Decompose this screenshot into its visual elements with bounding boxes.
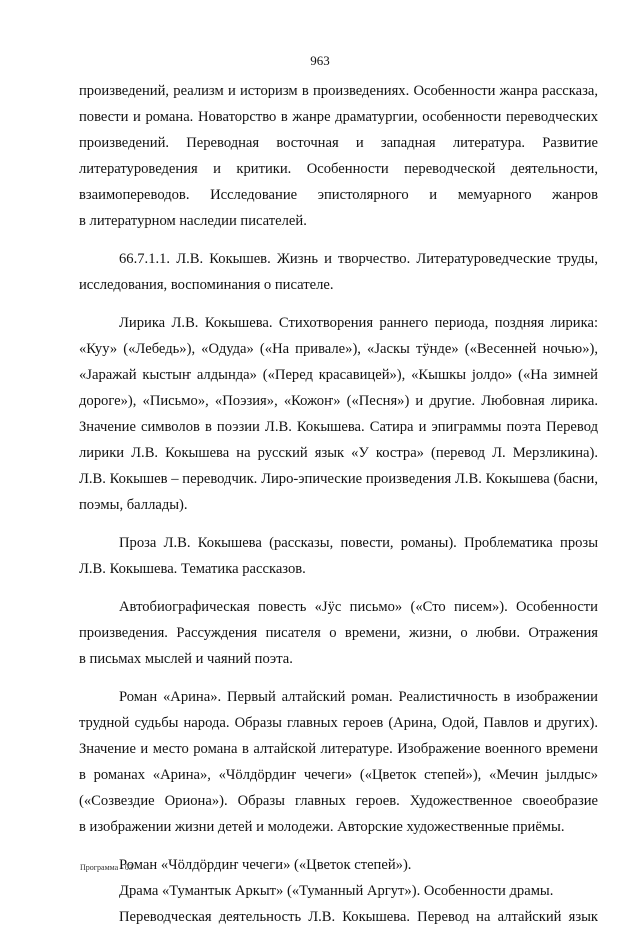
paragraph bbox=[79, 596, 598, 674]
text-line: «Јаражай кыстыҥ алдында» («Перед красавицей»), «Кышкы јолдо» («На зимней bbox=[79, 367, 598, 383]
text-line: 66.7.1.1. Л.В. Кокышев. Жизнь и творчество. Литературоведческие труды, bbox=[119, 251, 598, 267]
text-line: Лирика Л.В. Кокышева. Стихотворения раннего периода, поздняя лирика: bbox=[119, 315, 598, 331]
paragraph bbox=[79, 248, 598, 300]
text-line: Драма «Тумантык Аркыт» («Туманный Аргут»). Особенности драмы. bbox=[119, 883, 554, 899]
text-line: Автобиографическая повесть «Јӱс письмо» («Сто писем»). Особенности bbox=[119, 599, 598, 615]
text-line: Л.В. Кокышева. Тематика рассказов. bbox=[79, 561, 306, 577]
text-line: поэмы, баллады). bbox=[79, 497, 188, 513]
footer-text: Программа - 03 bbox=[80, 863, 133, 872]
paragraph bbox=[79, 854, 598, 880]
text-line: повести и романа. Новаторство в жанре драматургии, особенности переводческих bbox=[79, 109, 598, 125]
text-line: исследования, воспоминания о писателе. bbox=[79, 277, 334, 293]
text-line: Значение символов в поэзии Л.В. Кокышева. Сатира и эпиграммы поэта Перевод bbox=[79, 419, 598, 435]
text-line: Переводческая деятельность Л.В. Кокышева. Перевод на алтайский язык bbox=[119, 909, 598, 925]
text-line: Роман «Арина». Первый алтайский роман. Реалистичность в изображении bbox=[119, 689, 598, 705]
text-line: Проза Л.В. Кокышева (рассказы, повести, романы). Проблематика прозы bbox=[119, 535, 598, 551]
text-line: Л.В. Кокышев – переводчик. Лиро-эпические произведения Л.В. Кокышева (басни, bbox=[79, 471, 598, 487]
paragraph bbox=[79, 312, 598, 520]
text-line: («Созвездие Ориона»). Образы главных героев. Художественное своеобразие bbox=[79, 793, 598, 809]
text-line: произведений. Переводная восточная и западная литература. Развитие bbox=[79, 135, 598, 151]
text-line: в романах «Арина», «Чӧлдӧрдиҥ чечеги» («Цветок степей»), «Мечин јылдыс» bbox=[79, 767, 598, 783]
paragraph bbox=[79, 880, 598, 906]
text-line: произведений, реализм и историзм в произведениях. Особенности жанра рассказа, bbox=[79, 83, 598, 99]
page-number: 963 bbox=[310, 53, 330, 68]
text-line: произведения. Рассуждения писателя о времени, жизни, о любви. Отражения bbox=[79, 625, 598, 641]
text-line: взаимопереводов. Исследование эпистолярного и мемуарного жанров bbox=[79, 187, 598, 203]
paragraph bbox=[79, 906, 598, 932]
text-line: литературоведения и критики. Особенности переводческой деятельности, bbox=[79, 161, 598, 177]
text-line: Роман «Чӧлдӧрдиҥ чечеги» («Цветок степей»). bbox=[119, 857, 412, 873]
document-body bbox=[79, 80, 598, 932]
text-line: трудной судьбы народа. Образы главных героев (Арина, Одой, Павлов и других). bbox=[79, 715, 598, 731]
text-line: в письмах мыслей и чаяний поэта. bbox=[79, 651, 293, 667]
text-line: «Куу» («Лебедь»), «Одуда» («На привале»), «Јаскы тӱнде» («Весенней ночью»), bbox=[79, 341, 598, 357]
text-line: Значение и место романа в алтайской литературе. Изображение военного времени bbox=[79, 741, 598, 757]
paragraph bbox=[79, 80, 598, 236]
text-line: лирики Л.В. Кокышева на русский язык «У костра» (перевод Л. Мерзликина). bbox=[79, 445, 598, 461]
paragraph bbox=[79, 532, 598, 584]
paragraph bbox=[79, 686, 598, 842]
text-line: в изображении жизни детей и молодежи. Авторские художественные приёмы. bbox=[79, 819, 565, 835]
text-line: в литературном наследии писателей. bbox=[79, 213, 307, 229]
text-line: дороге»), «Письмо», «Поэзия», «Кожоҥ» («Песня») и другие. Любовная лирика. bbox=[79, 393, 598, 409]
